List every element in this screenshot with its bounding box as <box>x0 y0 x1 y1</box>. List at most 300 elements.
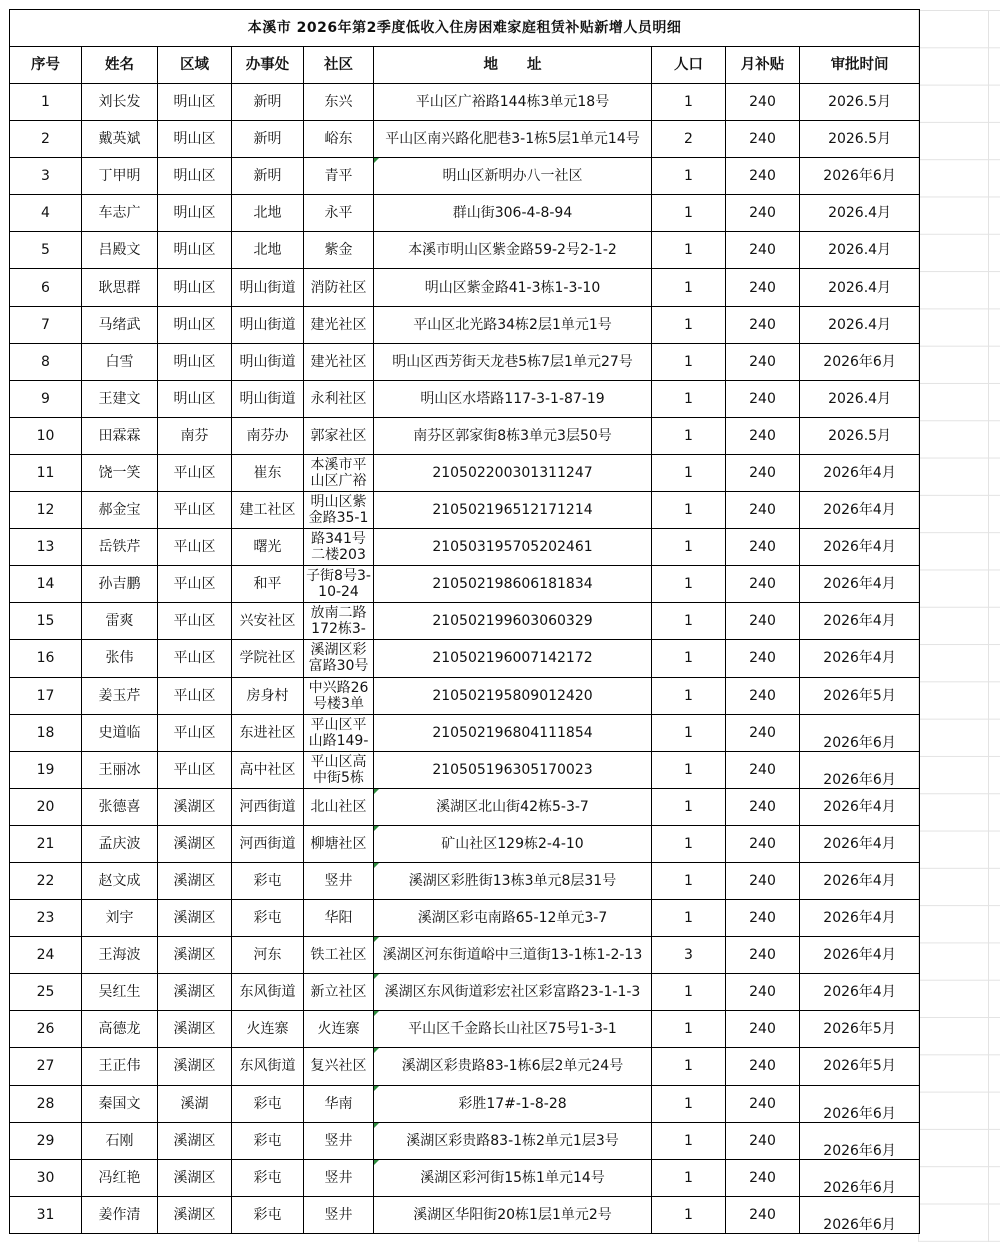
people-count[interactable]: 1 <box>652 677 726 714</box>
person-name[interactable]: 孙吉鹏 <box>82 566 158 603</box>
person-name[interactable]: 刘宇 <box>82 900 158 937</box>
table-row <box>10 640 920 677</box>
community-cell[interactable]: 北山社区 <box>304 788 374 825</box>
community-cell[interactable]: 紫金 <box>304 232 374 269</box>
address-cell[interactable]: 本溪市明山区紫金路59-2号2-1-2 <box>374 232 652 269</box>
office-cell[interactable]: 和平 <box>232 566 304 603</box>
office-cell[interactable]: 东风街道 <box>232 1048 304 1085</box>
office-cell[interactable]: 明山街道 <box>232 306 304 343</box>
monthly-subsidy[interactable]: 240 <box>726 677 800 714</box>
address-cell[interactable]: 溪湖区彩河街15栋1单元14号 <box>374 1159 652 1196</box>
monthly-subsidy[interactable]: 240 <box>726 1011 800 1048</box>
approval-date[interactable]: 2026年4月 <box>800 825 920 862</box>
office-cell[interactable]: 彩屯 <box>232 900 304 937</box>
person-name[interactable]: 孟庆波 <box>82 825 158 862</box>
sheet-title[interactable]: 本溪市 2026年第2季度低收入住房困难家庭租赁补贴新增人员明细 <box>10 10 920 47</box>
person-name[interactable]: 饶一笑 <box>82 454 158 491</box>
region-cell[interactable]: 溪湖区 <box>158 974 232 1011</box>
office-cell[interactable]: 彩屯 <box>232 1085 304 1122</box>
row-number[interactable]: 13 <box>10 529 82 566</box>
person-name[interactable]: 姜玉芹 <box>82 677 158 714</box>
approval-date[interactable]: 2026年6月 <box>800 158 920 195</box>
person-name[interactable]: 白雪 <box>82 343 158 380</box>
people-count[interactable]: 1 <box>652 974 726 1011</box>
office-cell[interactable]: 北地 <box>232 195 304 232</box>
address-cell[interactable]: 平山区北光路34栋2层1单元1号 <box>374 306 652 343</box>
address-cell[interactable]: 溪湖区彩贵路83-1栋2单元1层3号 <box>374 1122 652 1159</box>
address-cell[interactable]: 平山区千金路长山社区75号1-3-1 <box>374 1011 652 1048</box>
address-cell[interactable]: 平山区广裕路144栋3单元18号 <box>374 84 652 121</box>
header-date[interactable]: 审批时间 <box>800 47 920 84</box>
community-cell[interactable]: 竖井 <box>304 1122 374 1159</box>
office-cell[interactable]: 彩屯 <box>232 1122 304 1159</box>
region-cell[interactable]: 明山区 <box>158 121 232 158</box>
address-cell[interactable]: 210502196512171214 <box>374 492 652 529</box>
monthly-subsidy[interactable]: 240 <box>726 1048 800 1085</box>
monthly-subsidy[interactable]: 240 <box>726 1085 800 1122</box>
office-cell[interactable]: 明山街道 <box>232 380 304 417</box>
people-count[interactable]: 1 <box>652 269 726 306</box>
row-number[interactable]: 26 <box>10 1011 82 1048</box>
monthly-subsidy[interactable]: 240 <box>726 788 800 825</box>
row-number[interactable]: 2 <box>10 121 82 158</box>
header-office[interactable]: 办事处 <box>232 47 304 84</box>
community-cell[interactable]: 铁工社区 <box>304 937 374 974</box>
region-cell[interactable]: 溪湖区 <box>158 788 232 825</box>
monthly-subsidy[interactable]: 240 <box>726 1159 800 1196</box>
person-name[interactable]: 史道临 <box>82 714 158 751</box>
address-cell[interactable]: 溪湖区东风街道彩宏社区彩富路23-1-1-3 <box>374 974 652 1011</box>
person-name[interactable]: 吕殿文 <box>82 232 158 269</box>
row-number[interactable]: 29 <box>10 1122 82 1159</box>
row-number[interactable]: 24 <box>10 937 82 974</box>
community-cell[interactable]: 明山区紫金路35-1 <box>304 492 374 529</box>
approval-date[interactable]: 2026年6月 <box>800 343 920 380</box>
person-name[interactable]: 王建文 <box>82 380 158 417</box>
people-count[interactable]: 1 <box>652 529 726 566</box>
approval-date[interactable]: 2026年6月 <box>800 714 920 751</box>
monthly-subsidy[interactable]: 240 <box>726 84 800 121</box>
approval-date[interactable]: 2026年5月 <box>800 1048 920 1085</box>
community-cell[interactable]: 中兴路26号楼3单 <box>304 677 374 714</box>
office-cell[interactable]: 崔东 <box>232 454 304 491</box>
people-count[interactable]: 1 <box>652 862 726 899</box>
address-cell[interactable]: 210502195809012420 <box>374 677 652 714</box>
row-number[interactable]: 7 <box>10 306 82 343</box>
approval-date[interactable]: 2026年6月 <box>800 1159 920 1196</box>
address-cell[interactable]: 溪湖区彩贵路83-1栋6层2单元24号 <box>374 1048 652 1085</box>
community-cell[interactable]: 竖井 <box>304 862 374 899</box>
address-cell[interactable]: 矿山社区129栋2-4-10 <box>374 825 652 862</box>
office-cell[interactable]: 建工社区 <box>232 492 304 529</box>
monthly-subsidy[interactable]: 240 <box>726 158 800 195</box>
people-count[interactable]: 1 <box>652 380 726 417</box>
person-name[interactable]: 车志广 <box>82 195 158 232</box>
person-name[interactable]: 冯红艳 <box>82 1159 158 1196</box>
row-number[interactable]: 10 <box>10 417 82 454</box>
monthly-subsidy[interactable]: 240 <box>726 900 800 937</box>
office-cell[interactable]: 学院社区 <box>232 640 304 677</box>
monthly-subsidy[interactable]: 240 <box>726 454 800 491</box>
approval-date[interactable]: 2026.5月 <box>800 121 920 158</box>
person-name[interactable]: 耿思群 <box>82 269 158 306</box>
approval-date[interactable]: 2026.4月 <box>800 195 920 232</box>
row-number[interactable]: 22 <box>10 862 82 899</box>
region-cell[interactable]: 溪湖区 <box>158 1011 232 1048</box>
region-cell[interactable]: 平山区 <box>158 454 232 491</box>
region-cell[interactable]: 溪湖区 <box>158 1196 232 1233</box>
monthly-subsidy[interactable]: 240 <box>726 417 800 454</box>
row-number[interactable]: 8 <box>10 343 82 380</box>
approval-date[interactable]: 2026年5月 <box>800 677 920 714</box>
person-name[interactable]: 岳铁芹 <box>82 529 158 566</box>
header-region[interactable]: 区域 <box>158 47 232 84</box>
address-cell[interactable]: 210502200301311247 <box>374 454 652 491</box>
community-cell[interactable]: 子街8号3-10-24 <box>304 566 374 603</box>
office-cell[interactable]: 河西街道 <box>232 825 304 862</box>
community-cell[interactable]: 复兴社区 <box>304 1048 374 1085</box>
region-cell[interactable]: 明山区 <box>158 269 232 306</box>
region-cell[interactable]: 明山区 <box>158 158 232 195</box>
office-cell[interactable]: 房身村 <box>232 677 304 714</box>
community-cell[interactable]: 竖井 <box>304 1159 374 1196</box>
community-cell[interactable]: 东兴 <box>304 84 374 121</box>
approval-date[interactable]: 2026年4月 <box>800 454 920 491</box>
monthly-subsidy[interactable]: 240 <box>726 825 800 862</box>
row-number[interactable]: 28 <box>10 1085 82 1122</box>
region-cell[interactable]: 溪湖区 <box>158 825 232 862</box>
office-cell[interactable]: 河西街道 <box>232 788 304 825</box>
address-cell[interactable]: 210502196007142172 <box>374 640 652 677</box>
row-number[interactable]: 21 <box>10 825 82 862</box>
people-count[interactable]: 1 <box>652 1048 726 1085</box>
monthly-subsidy[interactable]: 240 <box>726 974 800 1011</box>
row-number[interactable]: 9 <box>10 380 82 417</box>
address-cell[interactable]: 明山区西芳街天龙巷5栋7层1单元27号 <box>374 343 652 380</box>
monthly-subsidy[interactable]: 240 <box>726 751 800 788</box>
people-count[interactable]: 1 <box>652 900 726 937</box>
table-row <box>10 788 920 825</box>
community-cell[interactable]: 消防社区 <box>304 269 374 306</box>
people-count[interactable]: 1 <box>652 306 726 343</box>
community-cell[interactable]: 青平 <box>304 158 374 195</box>
header-community[interactable]: 社区 <box>304 47 374 84</box>
approval-date[interactable]: 2026年4月 <box>800 529 920 566</box>
row-number[interactable]: 19 <box>10 751 82 788</box>
approval-date[interactable]: 2026年4月 <box>800 862 920 899</box>
office-cell[interactable]: 东进社区 <box>232 714 304 751</box>
region-cell[interactable]: 明山区 <box>158 84 232 121</box>
table-row <box>10 566 920 603</box>
table-row <box>10 825 920 862</box>
approval-date[interactable]: 2026年4月 <box>800 603 920 640</box>
row-number[interactable]: 11 <box>10 454 82 491</box>
monthly-subsidy[interactable]: 240 <box>726 343 800 380</box>
people-count[interactable]: 1 <box>652 825 726 862</box>
monthly-subsidy[interactable]: 240 <box>726 1196 800 1233</box>
office-cell[interactable]: 火连寨 <box>232 1011 304 1048</box>
monthly-subsidy[interactable]: 240 <box>726 714 800 751</box>
header-subsidy[interactable]: 月补贴 <box>726 47 800 84</box>
address-cell[interactable]: 210505196305170023 <box>374 751 652 788</box>
row-number[interactable]: 23 <box>10 900 82 937</box>
monthly-subsidy[interactable]: 240 <box>726 566 800 603</box>
people-count[interactable]: 1 <box>652 84 726 121</box>
people-count[interactable]: 1 <box>652 1011 726 1048</box>
header-name[interactable]: 姓名 <box>82 47 158 84</box>
person-name[interactable]: 王正伟 <box>82 1048 158 1085</box>
approval-date[interactable]: 2026年6月 <box>800 751 920 788</box>
approval-date[interactable]: 2026年4月 <box>800 788 920 825</box>
monthly-subsidy[interactable]: 240 <box>726 862 800 899</box>
address-cell[interactable]: 210502198606181834 <box>374 566 652 603</box>
row-number[interactable]: 16 <box>10 640 82 677</box>
address-cell[interactable]: 溪湖区彩屯南路65-12单元3-7 <box>374 900 652 937</box>
people-count[interactable]: 1 <box>652 714 726 751</box>
row-number[interactable]: 1 <box>10 84 82 121</box>
monthly-subsidy[interactable]: 240 <box>726 380 800 417</box>
approval-date[interactable]: 2026年5月 <box>800 1011 920 1048</box>
people-count[interactable]: 1 <box>652 603 726 640</box>
people-count[interactable]: 2 <box>652 121 726 158</box>
community-cell[interactable]: 华南 <box>304 1085 374 1122</box>
address-cell[interactable]: 平山区南兴路化肥巷3-1栋5层1单元14号 <box>374 121 652 158</box>
monthly-subsidy[interactable]: 240 <box>726 492 800 529</box>
row-number[interactable]: 12 <box>10 492 82 529</box>
address-cell[interactable]: 溪湖区彩胜街13栋3单元8层31号 <box>374 862 652 899</box>
row-number[interactable]: 14 <box>10 566 82 603</box>
people-count[interactable]: 1 <box>652 454 726 491</box>
region-cell[interactable]: 明山区 <box>158 195 232 232</box>
community-cell[interactable]: 本溪市平山区广裕 <box>304 454 374 491</box>
monthly-subsidy[interactable]: 240 <box>726 603 800 640</box>
region-cell[interactable]: 明山区 <box>158 380 232 417</box>
address-cell[interactable]: 彩胜17#-1-8-28 <box>374 1085 652 1122</box>
office-cell[interactable]: 南芬办 <box>232 417 304 454</box>
people-count[interactable]: 1 <box>652 417 726 454</box>
region-cell[interactable]: 平山区 <box>158 751 232 788</box>
people-count[interactable]: 1 <box>652 788 726 825</box>
people-count[interactable]: 1 <box>652 1159 726 1196</box>
approval-date[interactable]: 2026年6月 <box>800 1122 920 1159</box>
region-cell[interactable]: 溪湖区 <box>158 1159 232 1196</box>
region-cell[interactable]: 平山区 <box>158 677 232 714</box>
person-name[interactable]: 马绪武 <box>82 306 158 343</box>
people-count[interactable]: 1 <box>652 158 726 195</box>
office-cell[interactable]: 河东 <box>232 937 304 974</box>
subsidy-table <box>9 9 920 1234</box>
approval-date[interactable]: 2026.4月 <box>800 269 920 306</box>
region-cell[interactable]: 明山区 <box>158 232 232 269</box>
people-count[interactable]: 1 <box>652 1122 726 1159</box>
table-row <box>10 492 920 529</box>
header-address[interactable]: 地 址 <box>374 47 652 84</box>
community-cell[interactable]: 建光社区 <box>304 343 374 380</box>
table-row <box>10 751 920 788</box>
community-cell[interactable]: 放南二路172栋3- <box>304 603 374 640</box>
community-cell[interactable]: 建光社区 <box>304 306 374 343</box>
people-count[interactable]: 1 <box>652 640 726 677</box>
person-name[interactable]: 雷爽 <box>82 603 158 640</box>
community-cell[interactable]: 溪湖区彩富路30号 <box>304 640 374 677</box>
address-cell[interactable]: 210502196804111854 <box>374 714 652 751</box>
row-number[interactable]: 27 <box>10 1048 82 1085</box>
office-cell[interactable]: 彩屯 <box>232 862 304 899</box>
region-cell[interactable]: 溪湖区 <box>158 900 232 937</box>
community-cell[interactable]: 峪东 <box>304 121 374 158</box>
community-cell[interactable]: 平山区高中街5栋 <box>304 751 374 788</box>
approval-date[interactable]: 2026年4月 <box>800 640 920 677</box>
region-cell[interactable]: 溪湖区 <box>158 1122 232 1159</box>
people-count[interactable]: 1 <box>652 1196 726 1233</box>
approval-date[interactable]: 2026年4月 <box>800 900 920 937</box>
office-cell[interactable]: 兴安社区 <box>232 603 304 640</box>
region-cell[interactable]: 明山区 <box>158 343 232 380</box>
monthly-subsidy[interactable]: 240 <box>726 121 800 158</box>
region-cell[interactable]: 溪湖区 <box>158 862 232 899</box>
address-cell[interactable]: 群山街306-4-8-94 <box>374 195 652 232</box>
row-number[interactable]: 25 <box>10 974 82 1011</box>
approval-date[interactable]: 2026年4月 <box>800 937 920 974</box>
approval-date[interactable]: 2026.5月 <box>800 417 920 454</box>
row-number[interactable]: 4 <box>10 195 82 232</box>
people-count[interactable]: 1 <box>652 566 726 603</box>
community-cell[interactable]: 永利社区 <box>304 380 374 417</box>
monthly-subsidy[interactable]: 240 <box>726 269 800 306</box>
person-name[interactable]: 王海波 <box>82 937 158 974</box>
region-cell[interactable]: 平山区 <box>158 603 232 640</box>
row-number[interactable]: 15 <box>10 603 82 640</box>
approval-date[interactable]: 2026年4月 <box>800 492 920 529</box>
address-cell[interactable]: 南芬区郭家街8栋3单元3层50号 <box>374 417 652 454</box>
person-name[interactable]: 王丽冰 <box>82 751 158 788</box>
people-count[interactable]: 1 <box>652 232 726 269</box>
people-count[interactable]: 1 <box>652 751 726 788</box>
person-name[interactable]: 赵文成 <box>82 862 158 899</box>
office-cell[interactable]: 明山街道 <box>232 269 304 306</box>
table-row <box>10 417 920 454</box>
address-cell[interactable]: 明山区水塔路117-3-1-87-19 <box>374 380 652 417</box>
header-people[interactable]: 人口 <box>652 47 726 84</box>
person-name[interactable]: 秦国文 <box>82 1085 158 1122</box>
office-cell[interactable]: 东风街道 <box>232 974 304 1011</box>
row-number[interactable]: 31 <box>10 1196 82 1233</box>
header-no[interactable]: 序号 <box>10 47 82 84</box>
region-cell[interactable]: 溪湖区 <box>158 1048 232 1085</box>
row-number[interactable]: 18 <box>10 714 82 751</box>
person-name[interactable]: 戴英斌 <box>82 121 158 158</box>
person-name[interactable]: 刘长发 <box>82 84 158 121</box>
region-cell[interactable]: 平山区 <box>158 529 232 566</box>
office-cell[interactable]: 曙光 <box>232 529 304 566</box>
address-cell[interactable]: 明山区紫金路41-3栋1-3-10 <box>374 269 652 306</box>
row-number[interactable]: 5 <box>10 232 82 269</box>
community-cell[interactable]: 华阳 <box>304 900 374 937</box>
office-cell[interactable]: 明山街道 <box>232 343 304 380</box>
person-name[interactable]: 田霖霖 <box>82 417 158 454</box>
person-name[interactable]: 高德龙 <box>82 1011 158 1048</box>
monthly-subsidy[interactable]: 240 <box>726 232 800 269</box>
person-name[interactable]: 郝金宝 <box>82 492 158 529</box>
person-name[interactable]: 张伟 <box>82 640 158 677</box>
office-cell[interactable]: 彩屯 <box>232 1196 304 1233</box>
monthly-subsidy[interactable]: 240 <box>726 195 800 232</box>
office-cell[interactable]: 新明 <box>232 84 304 121</box>
person-name[interactable]: 石刚 <box>82 1122 158 1159</box>
approval-date[interactable]: 2026.4月 <box>800 380 920 417</box>
approval-date[interactable]: 2026年4月 <box>800 566 920 603</box>
person-name[interactable]: 丁甲明 <box>82 158 158 195</box>
community-cell[interactable]: 火连寨 <box>304 1011 374 1048</box>
people-count[interactable]: 3 <box>652 937 726 974</box>
community-cell[interactable]: 永平 <box>304 195 374 232</box>
person-name[interactable]: 姜作清 <box>82 1196 158 1233</box>
approval-date[interactable]: 2026年6月 <box>800 1085 920 1122</box>
office-cell[interactable]: 高中社区 <box>232 751 304 788</box>
approval-date[interactable]: 2026.5月 <box>800 84 920 121</box>
people-count[interactable]: 1 <box>652 343 726 380</box>
people-count[interactable]: 1 <box>652 1085 726 1122</box>
approval-date[interactable]: 2026.4月 <box>800 306 920 343</box>
address-cell[interactable]: 溪湖区河东街道峪中三道街13-1栋1-2-13 <box>374 937 652 974</box>
monthly-subsidy[interactable]: 240 <box>726 529 800 566</box>
office-cell[interactable]: 新明 <box>232 158 304 195</box>
region-cell[interactable]: 平山区 <box>158 566 232 603</box>
row-number[interactable]: 6 <box>10 269 82 306</box>
address-cell[interactable]: 210503195705202461 <box>374 529 652 566</box>
region-cell[interactable]: 平山区 <box>158 640 232 677</box>
person-name[interactable]: 张德喜 <box>82 788 158 825</box>
table-row <box>10 1159 920 1196</box>
region-cell[interactable]: 平山区 <box>158 492 232 529</box>
people-count[interactable]: 1 <box>652 492 726 529</box>
community-cell[interactable]: 路341号二楼203 <box>304 529 374 566</box>
row-number[interactable]: 20 <box>10 788 82 825</box>
approval-date[interactable]: 2026年4月 <box>800 974 920 1011</box>
address-cell[interactable]: 溪湖区北山街42栋5-3-7 <box>374 788 652 825</box>
region-cell[interactable]: 溪湖区 <box>158 937 232 974</box>
monthly-subsidy[interactable]: 240 <box>726 1122 800 1159</box>
region-cell[interactable]: 南芬 <box>158 417 232 454</box>
table-row <box>10 937 920 974</box>
community-cell[interactable]: 竖井 <box>304 1196 374 1233</box>
approval-date[interactable]: 2026.4月 <box>800 232 920 269</box>
monthly-subsidy[interactable]: 240 <box>726 306 800 343</box>
community-cell[interactable]: 新立社区 <box>304 974 374 1011</box>
office-cell[interactable]: 彩屯 <box>232 1159 304 1196</box>
table-row <box>10 158 920 195</box>
address-cell[interactable]: 明山区新明办八一社区 <box>374 158 652 195</box>
community-cell[interactable]: 柳塘社区 <box>304 825 374 862</box>
row-number[interactable]: 17 <box>10 677 82 714</box>
monthly-subsidy[interactable]: 240 <box>726 937 800 974</box>
person-name[interactable]: 吴红生 <box>82 974 158 1011</box>
row-number[interactable]: 30 <box>10 1159 82 1196</box>
region-cell[interactable]: 明山区 <box>158 306 232 343</box>
office-cell[interactable]: 新明 <box>232 121 304 158</box>
address-cell[interactable]: 210502199603060329 <box>374 603 652 640</box>
community-cell[interactable]: 平山区平山路149- <box>304 714 374 751</box>
monthly-subsidy[interactable]: 240 <box>726 640 800 677</box>
region-cell[interactable]: 平山区 <box>158 714 232 751</box>
region-cell[interactable]: 溪湖 <box>158 1085 232 1122</box>
office-cell[interactable]: 北地 <box>232 232 304 269</box>
address-cell[interactable]: 溪湖区华阳街20栋1层1单元2号 <box>374 1196 652 1233</box>
approval-date[interactable]: 2026年6月 <box>800 1196 920 1233</box>
row-number[interactable]: 3 <box>10 158 82 195</box>
community-cell[interactable]: 郭家社区 <box>304 417 374 454</box>
people-count[interactable]: 1 <box>652 195 726 232</box>
